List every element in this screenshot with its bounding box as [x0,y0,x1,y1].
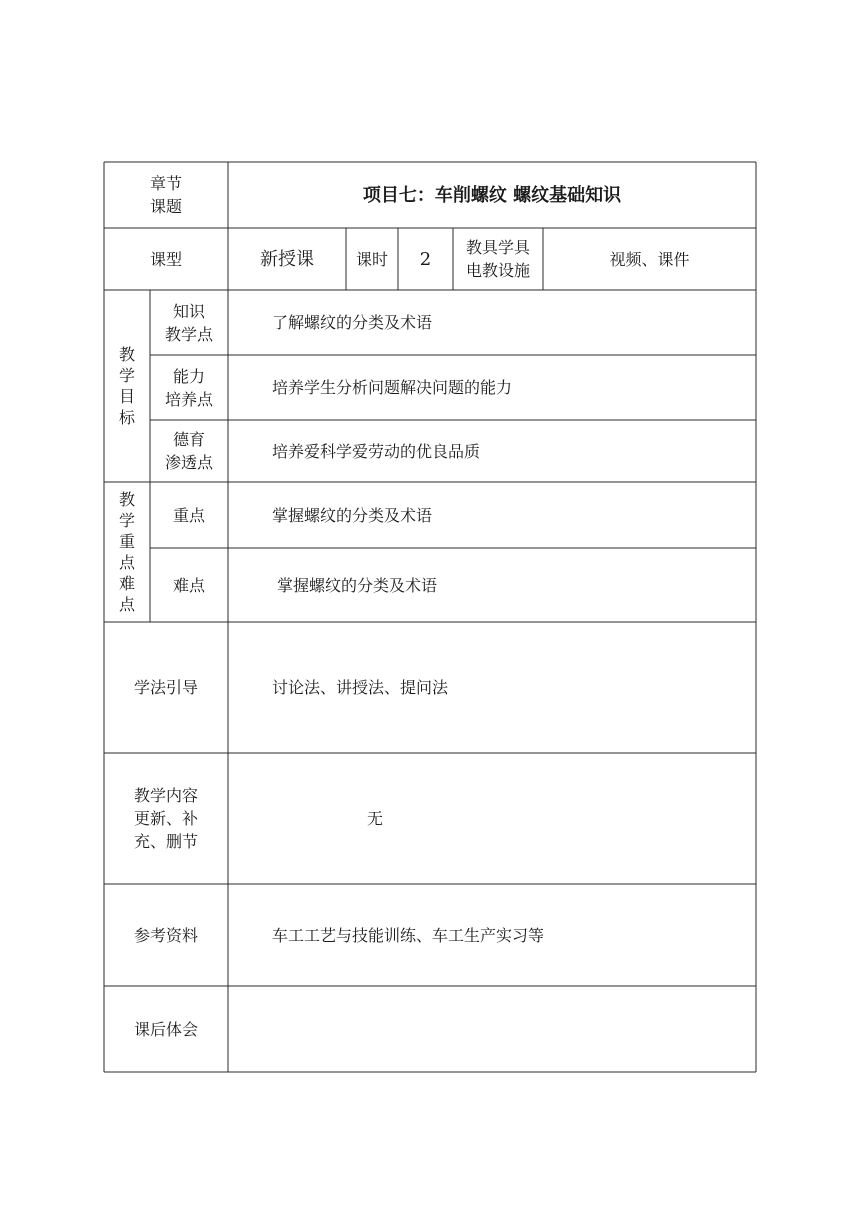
knowledge-label: 知识 教学点 [164,301,213,344]
difficult-point-value: 掌握螺纹的分类及术语 [277,575,438,595]
moral-label: 德育 渗透点 [164,430,213,472]
ability-label: 能力 培养点 [164,366,213,409]
method-value: 讨论法、讲授法、提问法 [272,678,449,697]
ability-value: 培养学生分析问题解决问题的能力 [272,378,513,397]
reflection-value [228,986,756,1072]
reflection-label: 课后体会 [133,1019,198,1039]
chapter-title: 项目七：车削螺纹 螺纹基础知识 [362,184,622,206]
moral-value: 培养爱科学爱劳动的优良品质 [272,441,481,461]
content-update-value: 无 [367,809,384,828]
reference-label: 参考资料 [133,925,198,945]
difficult-point-label: 难点 [172,575,205,595]
hours-label: 课时 [355,249,388,269]
lesson-type-label: 课型 [149,249,182,269]
knowledge-value: 了解螺纹的分类及术语 [272,313,433,332]
chapter-label: 章节 课题 [149,174,182,216]
reference-value: 车工工艺与技能训练、车工生产实习等 [272,925,545,945]
key-point-label: 重点 [172,505,205,525]
objectives-group-label: 教 学 目 标 [118,345,135,427]
tools-label: 教具学具 电教设施 [465,238,530,280]
key-point-value: 掌握螺纹的分类及术语 [272,505,433,525]
content-update-label: 教学内容 更新、补 充、删节 [133,786,198,851]
method-label: 学法引导 [133,678,198,697]
tools-value: 视频、课件 [609,249,690,269]
key-points-group-label: 教 学 重 点 难 点 [118,490,135,614]
hours-value: 2 [419,248,432,270]
lesson-type-value: 新授课 [260,248,314,270]
